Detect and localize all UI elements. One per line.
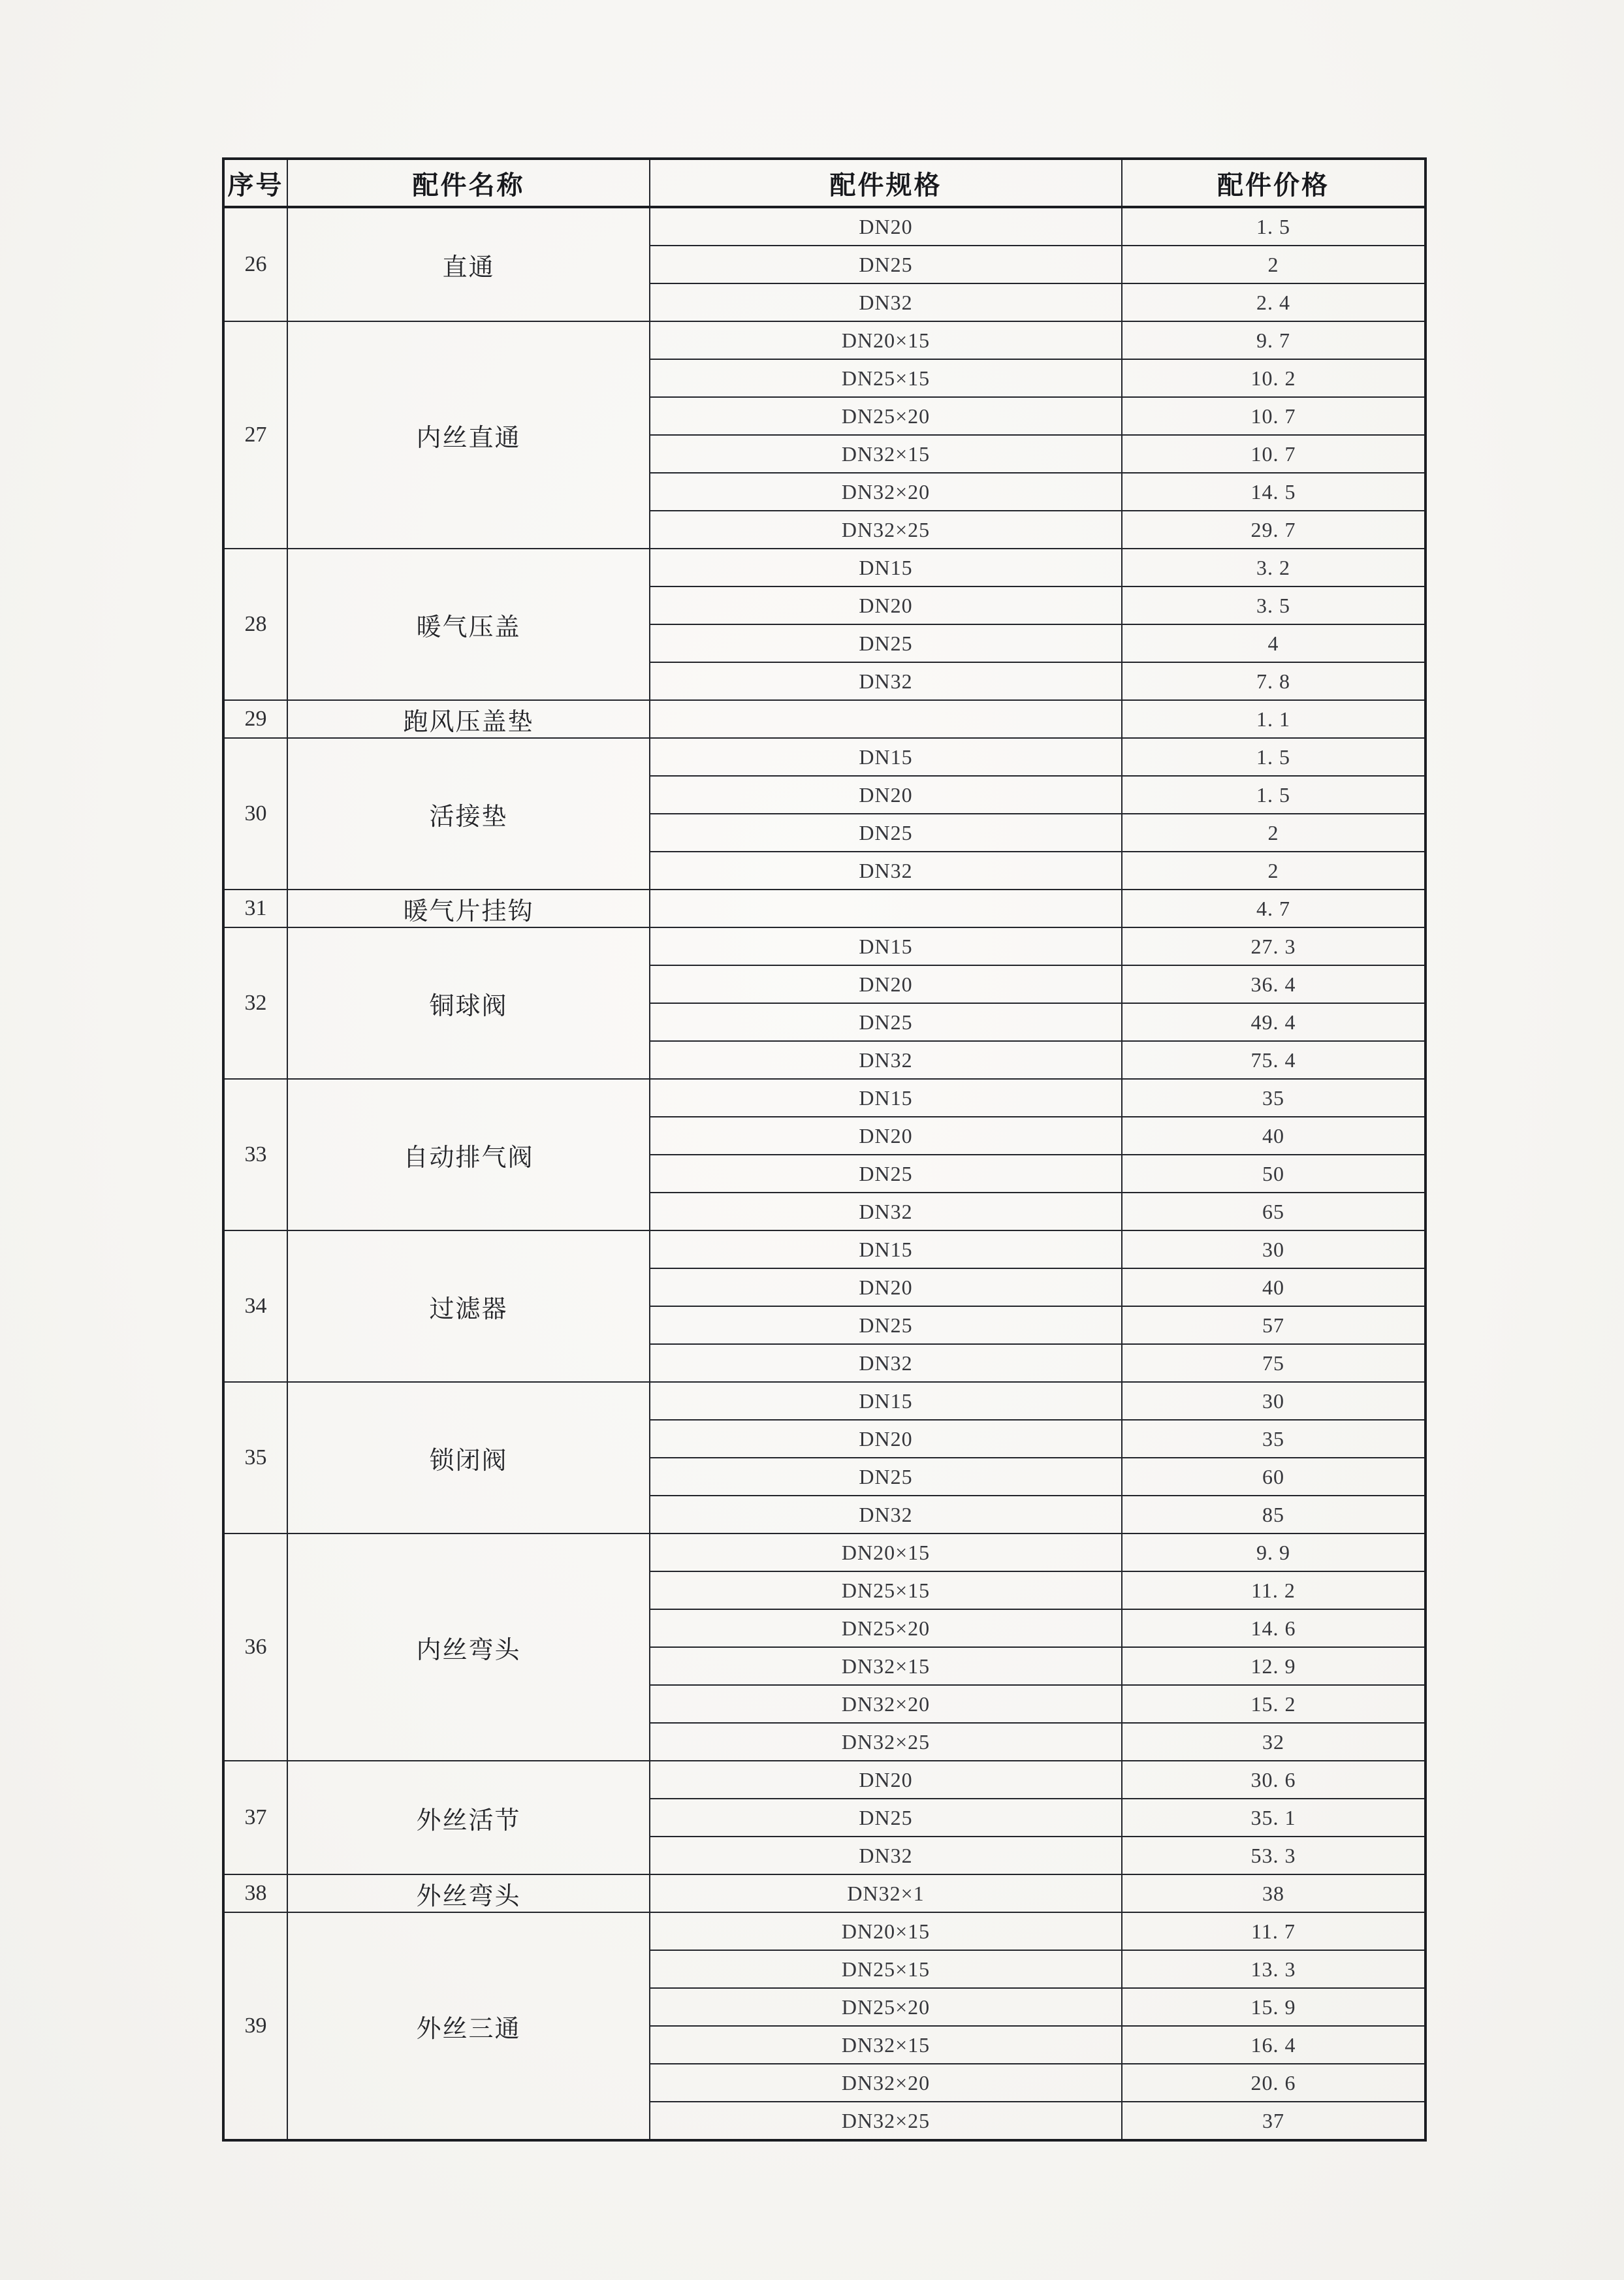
cell-serial-number: 29 bbox=[223, 700, 287, 738]
cell-serial-number: 30 bbox=[223, 738, 287, 890]
cell-price: 32 bbox=[1122, 1723, 1425, 1761]
cell-price: 1. 5 bbox=[1122, 207, 1425, 246]
table-row bbox=[223, 1761, 1425, 1799]
header-cell-price: 配件价格 bbox=[1122, 159, 1425, 207]
cell-spec: DN32×15 bbox=[650, 435, 1122, 473]
cell-spec: DN32 bbox=[650, 1344, 1122, 1382]
cell-part-name: 铜球阀 bbox=[287, 927, 650, 1079]
cell-price: 10. 2 bbox=[1122, 359, 1425, 397]
cell-spec: DN32 bbox=[650, 1496, 1122, 1533]
cell-price: 35 bbox=[1122, 1420, 1425, 1458]
cell-spec: DN25×15 bbox=[650, 1571, 1122, 1609]
cell-price: 14. 6 bbox=[1122, 1609, 1425, 1647]
cell-part-name: 活接垫 bbox=[287, 738, 650, 890]
cell-price: 30 bbox=[1122, 1230, 1425, 1268]
cell-price: 11. 7 bbox=[1122, 1912, 1425, 1950]
cell-price: 11. 2 bbox=[1122, 1571, 1425, 1609]
cell-spec: DN15 bbox=[650, 549, 1122, 586]
cell-spec: DN15 bbox=[650, 1382, 1122, 1420]
cell-price: 7. 8 bbox=[1122, 662, 1425, 700]
cell-price: 27. 3 bbox=[1122, 927, 1425, 965]
cell-spec: DN32 bbox=[650, 1041, 1122, 1079]
cell-price: 50 bbox=[1122, 1155, 1425, 1193]
cell-price: 2. 4 bbox=[1122, 283, 1425, 321]
cell-spec: DN25 bbox=[650, 1155, 1122, 1193]
cell-price: 65 bbox=[1122, 1193, 1425, 1230]
cell-spec: DN25×15 bbox=[650, 1950, 1122, 1988]
cell-price: 4 bbox=[1122, 624, 1425, 662]
header-cell-serial: 序号 bbox=[223, 159, 287, 207]
cell-price: 3. 5 bbox=[1122, 586, 1425, 624]
table-row bbox=[223, 1079, 1425, 1117]
cell-price: 35 bbox=[1122, 1079, 1425, 1117]
cell-price: 2 bbox=[1122, 852, 1425, 890]
cell-part-name: 锁闭阀 bbox=[287, 1382, 650, 1533]
cell-price: 30 bbox=[1122, 1382, 1425, 1420]
cell-part-name: 外丝活节 bbox=[287, 1761, 650, 1874]
cell-part-name: 内丝弯头 bbox=[287, 1533, 650, 1761]
cell-spec: DN32×25 bbox=[650, 1723, 1122, 1761]
cell-price: 49. 4 bbox=[1122, 1003, 1425, 1041]
table-row bbox=[223, 890, 1425, 927]
cell-price: 57 bbox=[1122, 1306, 1425, 1344]
cell-spec: DN25×20 bbox=[650, 1988, 1122, 2026]
cell-serial-number: 35 bbox=[223, 1382, 287, 1533]
cell-spec: DN32×15 bbox=[650, 1647, 1122, 1685]
cell-price: 10. 7 bbox=[1122, 435, 1425, 473]
cell-price: 13. 3 bbox=[1122, 1950, 1425, 1988]
cell-spec: DN32×20 bbox=[650, 473, 1122, 511]
cell-price: 40 bbox=[1122, 1268, 1425, 1306]
cell-spec bbox=[650, 890, 1122, 927]
cell-part-name: 自动排气阀 bbox=[287, 1079, 650, 1230]
cell-price: 10. 7 bbox=[1122, 397, 1425, 435]
cell-price: 4. 7 bbox=[1122, 890, 1425, 927]
cell-spec: DN20 bbox=[650, 1268, 1122, 1306]
cell-price: 2 bbox=[1122, 246, 1425, 283]
header-cell-part-name: 配件名称 bbox=[287, 159, 650, 207]
cell-spec: DN25 bbox=[650, 1458, 1122, 1496]
cell-spec: DN32 bbox=[650, 852, 1122, 890]
cell-serial-number: 39 bbox=[223, 1912, 287, 2140]
cell-spec: DN25 bbox=[650, 1799, 1122, 1837]
cell-spec: DN32×20 bbox=[650, 2064, 1122, 2102]
cell-spec: DN20×15 bbox=[650, 1533, 1122, 1571]
table-row bbox=[223, 207, 1425, 246]
cell-part-name: 外丝三通 bbox=[287, 1912, 650, 2140]
cell-part-name: 暖气压盖 bbox=[287, 549, 650, 700]
cell-price: 36. 4 bbox=[1122, 965, 1425, 1003]
cell-spec: DN32 bbox=[650, 1193, 1122, 1230]
cell-spec: DN20 bbox=[650, 1420, 1122, 1458]
cell-price: 75. 4 bbox=[1122, 1041, 1425, 1079]
cell-spec: DN20 bbox=[650, 1761, 1122, 1799]
cell-part-name: 跑风压盖垫 bbox=[287, 700, 650, 738]
cell-price: 12. 9 bbox=[1122, 1647, 1425, 1685]
table-header-row bbox=[223, 159, 1425, 207]
cell-spec: DN32×25 bbox=[650, 511, 1122, 549]
cell-price: 1. 5 bbox=[1122, 776, 1425, 814]
cell-spec: DN25 bbox=[650, 624, 1122, 662]
cell-spec: DN32×25 bbox=[650, 2102, 1122, 2140]
cell-spec: DN25 bbox=[650, 1003, 1122, 1041]
cell-price: 15. 2 bbox=[1122, 1685, 1425, 1723]
cell-price: 3. 2 bbox=[1122, 549, 1425, 586]
cell-price: 53. 3 bbox=[1122, 1837, 1425, 1874]
cell-price: 40 bbox=[1122, 1117, 1425, 1155]
cell-spec: DN20 bbox=[650, 965, 1122, 1003]
cell-spec: DN20 bbox=[650, 776, 1122, 814]
table-row bbox=[223, 1382, 1425, 1420]
cell-spec: DN25×20 bbox=[650, 397, 1122, 435]
table-row bbox=[223, 1533, 1425, 1571]
parts-price-table bbox=[222, 157, 1427, 2142]
cell-spec: DN20 bbox=[650, 207, 1122, 246]
cell-price: 29. 7 bbox=[1122, 511, 1425, 549]
cell-serial-number: 36 bbox=[223, 1533, 287, 1761]
cell-spec: DN25 bbox=[650, 1306, 1122, 1344]
cell-price: 75 bbox=[1122, 1344, 1425, 1382]
cell-spec: DN32 bbox=[650, 283, 1122, 321]
table-row bbox=[223, 321, 1425, 359]
cell-spec: DN25 bbox=[650, 246, 1122, 283]
cell-spec: DN15 bbox=[650, 1230, 1122, 1268]
cell-part-name: 暖气片挂钩 bbox=[287, 890, 650, 927]
cell-spec: DN15 bbox=[650, 927, 1122, 965]
cell-serial-number: 28 bbox=[223, 549, 287, 700]
table-body bbox=[223, 207, 1425, 2140]
cell-serial-number: 34 bbox=[223, 1230, 287, 1382]
cell-spec: DN20 bbox=[650, 586, 1122, 624]
cell-spec: DN32 bbox=[650, 1837, 1122, 1874]
cell-spec: DN25 bbox=[650, 814, 1122, 852]
cell-price: 14. 5 bbox=[1122, 473, 1425, 511]
cell-spec: DN32 bbox=[650, 662, 1122, 700]
table-row bbox=[223, 1874, 1425, 1912]
cell-spec: DN20×15 bbox=[650, 321, 1122, 359]
cell-part-name: 外丝弯头 bbox=[287, 1874, 650, 1912]
cell-price: 38 bbox=[1122, 1874, 1425, 1912]
cell-part-name: 直通 bbox=[287, 207, 650, 321]
cell-price: 30. 6 bbox=[1122, 1761, 1425, 1799]
cell-serial-number: 37 bbox=[223, 1761, 287, 1874]
cell-price: 1. 5 bbox=[1122, 738, 1425, 776]
cell-price: 9. 9 bbox=[1122, 1533, 1425, 1571]
cell-serial-number: 32 bbox=[223, 927, 287, 1079]
cell-price: 1. 1 bbox=[1122, 700, 1425, 738]
cell-part-name: 内丝直通 bbox=[287, 321, 650, 549]
cell-serial-number: 31 bbox=[223, 890, 287, 927]
cell-part-name: 过滤器 bbox=[287, 1230, 650, 1382]
cell-price: 9. 7 bbox=[1122, 321, 1425, 359]
cell-spec: DN25×15 bbox=[650, 359, 1122, 397]
header-cell-spec: 配件规格 bbox=[650, 159, 1122, 207]
cell-spec: DN15 bbox=[650, 1079, 1122, 1117]
cell-price: 85 bbox=[1122, 1496, 1425, 1533]
cell-price: 16. 4 bbox=[1122, 2026, 1425, 2064]
table-row bbox=[223, 927, 1425, 965]
cell-spec: DN20×15 bbox=[650, 1912, 1122, 1950]
cell-price: 15. 9 bbox=[1122, 1988, 1425, 2026]
cell-spec: DN32×1 bbox=[650, 1874, 1122, 1912]
cell-serial-number: 33 bbox=[223, 1079, 287, 1230]
cell-price: 35. 1 bbox=[1122, 1799, 1425, 1837]
cell-price: 37 bbox=[1122, 2102, 1425, 2140]
cell-price: 20. 6 bbox=[1122, 2064, 1425, 2102]
table-row bbox=[223, 700, 1425, 738]
cell-spec: DN15 bbox=[650, 738, 1122, 776]
cell-spec: DN25×20 bbox=[650, 1609, 1122, 1647]
cell-spec: DN20 bbox=[650, 1117, 1122, 1155]
cell-spec bbox=[650, 700, 1122, 738]
table-row bbox=[223, 1230, 1425, 1268]
table-row bbox=[223, 549, 1425, 586]
table-row bbox=[223, 1912, 1425, 1950]
table-row bbox=[223, 738, 1425, 776]
cell-serial-number: 26 bbox=[223, 207, 287, 321]
cell-spec: DN32×15 bbox=[650, 2026, 1122, 2064]
cell-serial-number: 38 bbox=[223, 1874, 287, 1912]
cell-spec: DN32×20 bbox=[650, 1685, 1122, 1723]
cell-price: 60 bbox=[1122, 1458, 1425, 1496]
cell-price: 2 bbox=[1122, 814, 1425, 852]
cell-serial-number: 27 bbox=[223, 321, 287, 549]
